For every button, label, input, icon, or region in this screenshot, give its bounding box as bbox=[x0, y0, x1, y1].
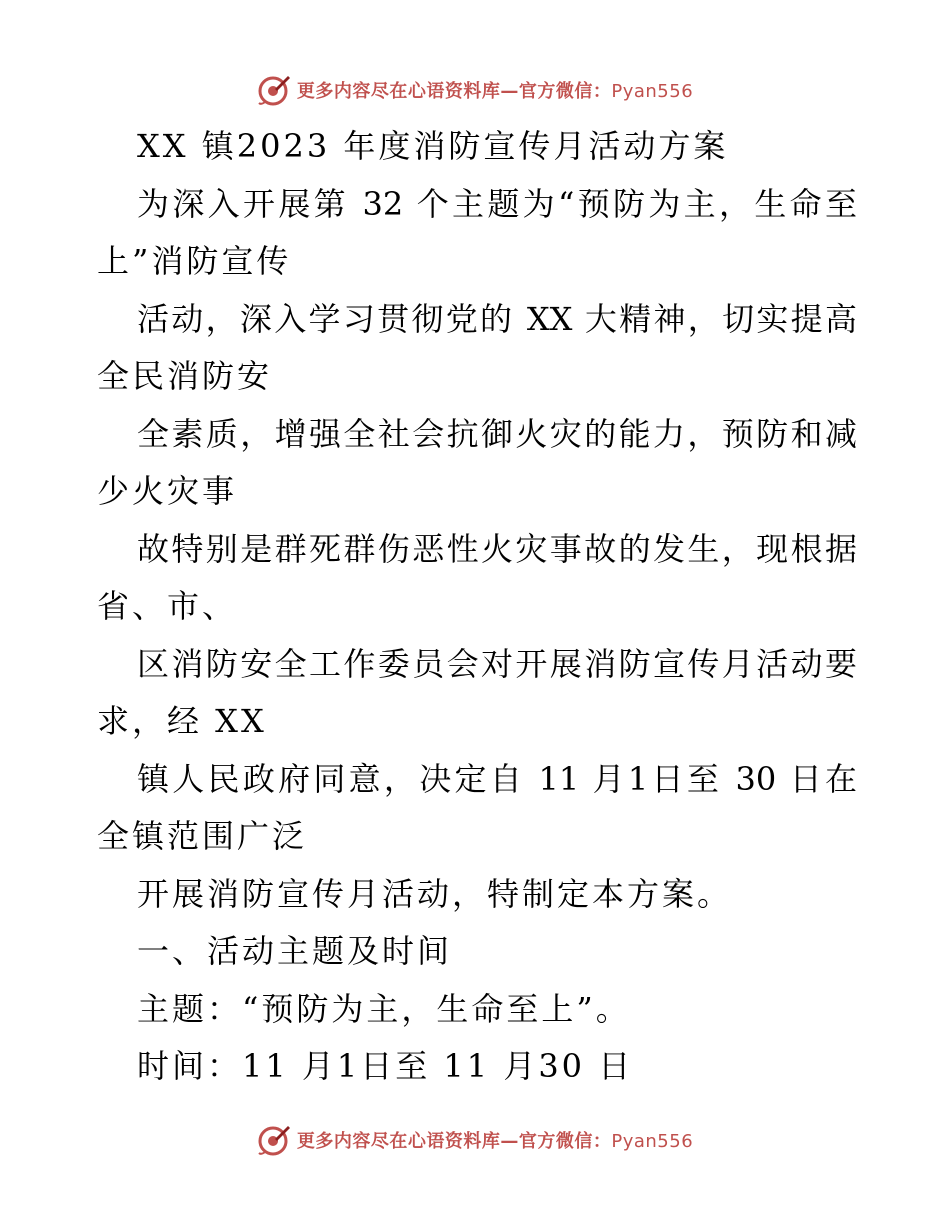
watermark-label: 更多内容尽在心语资料库—官方微信： bbox=[296, 81, 612, 102]
document-line: 求，经 XX bbox=[97, 702, 267, 740]
document-line: 省、市、 bbox=[97, 587, 238, 625]
document-line: 故特别是群死群伤恶性火灾事故的发生，现根据 bbox=[137, 529, 857, 568]
document-line: 时间：11 月1日至 11 月30 日 bbox=[137, 1047, 634, 1085]
document-body bbox=[97, 118, 857, 1096]
document-line: 区消防安全工作委员会对开展消防宣传月活动要 bbox=[137, 644, 857, 683]
watermark-wechat-id: Pyan556 bbox=[611, 81, 694, 102]
header-watermark bbox=[0, 70, 950, 110]
document-line: 为深入开展第 32 个主题为“预防为主，生命至 bbox=[137, 184, 857, 223]
document-line: 开展消防宣传月活动，特制定本方案。 bbox=[137, 874, 733, 913]
footer-watermark bbox=[0, 1120, 950, 1160]
watermark-text bbox=[297, 1127, 693, 1153]
watermark-text bbox=[297, 77, 693, 103]
document-line: 上”消防宣传 bbox=[97, 242, 292, 280]
pen-logo-icon bbox=[257, 1123, 291, 1157]
document-line: 全镇范围广泛 bbox=[97, 817, 308, 855]
watermark-wechat-id: Pyan556 bbox=[611, 1131, 694, 1152]
pen-logo-icon bbox=[257, 73, 291, 107]
document-line: 少火灾事 bbox=[97, 472, 238, 510]
watermark-label: 更多内容尽在心语资料库—官方微信： bbox=[296, 1131, 612, 1152]
document-line: 主题：“预防为主，生命至上”。 bbox=[137, 989, 631, 1028]
document-line: 全素质，增强全社会抗御火灾的能力，预防和减 bbox=[137, 414, 857, 453]
document-line: 镇人民政府同意，决定自 11 月1日至 30 日在 bbox=[137, 759, 857, 798]
document-line: XX 镇2023 年度消防宣传月活动方案 bbox=[137, 127, 729, 165]
document-line: 全民消防安 bbox=[97, 357, 273, 395]
document-line: 一、活动主题及时间 bbox=[137, 932, 453, 970]
document-line: 活动，深入学习贯彻党的 XX 大精神，切实提高 bbox=[137, 299, 857, 338]
